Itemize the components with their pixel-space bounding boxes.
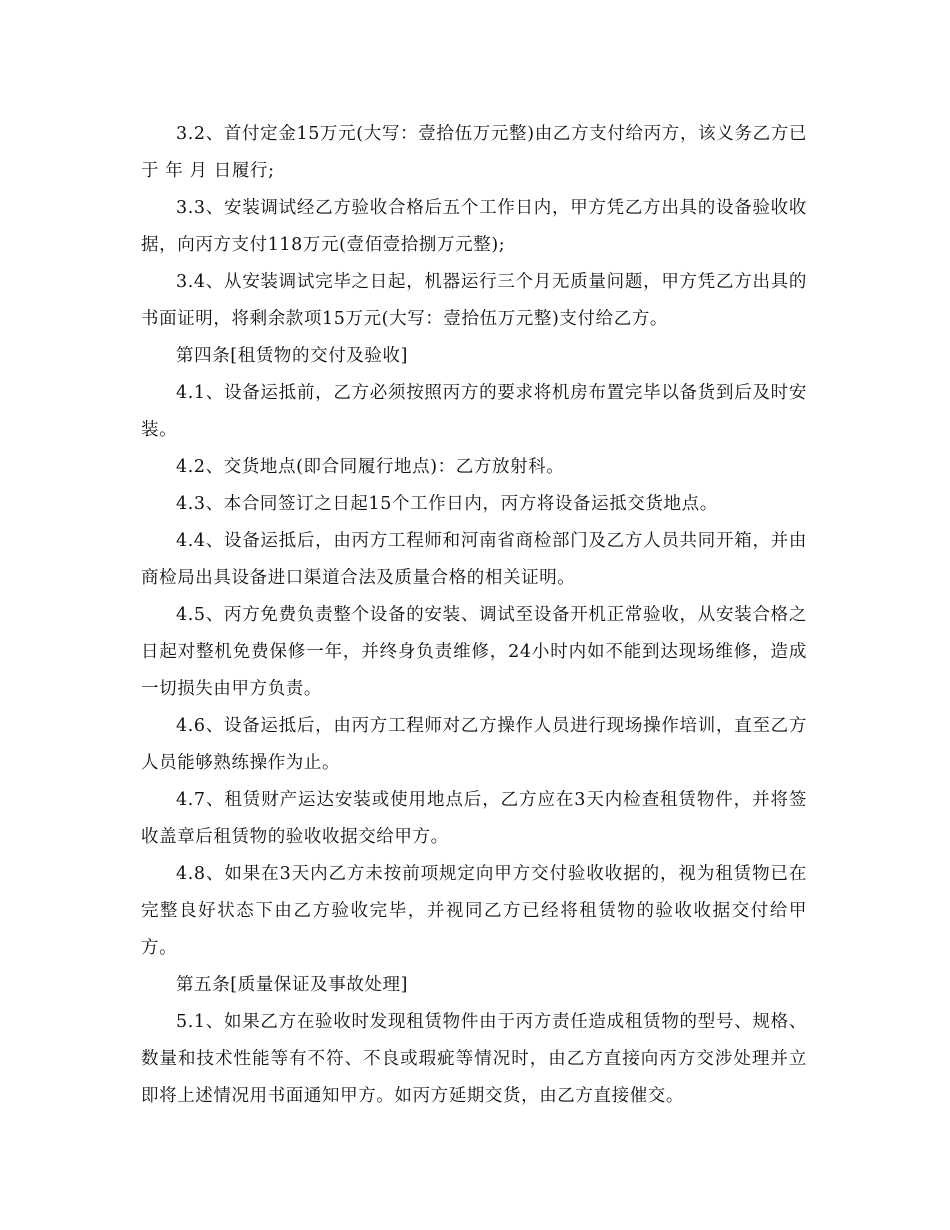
clause-3-2: 3.2、首付定金15万元(大写：壹拾伍万元整)由乙方支付给丙方，该义务乙方已于 年 月 日履行;	[141, 124, 807, 181]
article-5-heading: 第五条[质量保证及事故处理]	[176, 975, 409, 995]
clause-4-8: 4.8、如果在3天内乙方未按前项规定向甲方交付验收收据的，视为租赁物已在完整良好状态下由乙方验收完毕，并视同乙方已经将租赁物的验收收据交付给甲方。	[141, 864, 807, 958]
clause-4-5: 4.5、丙方免费负责整个设备的安装、调试至设备开机正常验收，从安装合格之日起对整机免费保修一年，并终身负责维修，24小时内如不能到达现场维修，造成一切损失由甲方负责。	[141, 605, 807, 699]
clause-5-1: 5.1、如果乙方在验收时发现租赁物件由于丙方责任造成租赁物的型号、规格、数量和技术性能等有不符、不良或瑕疵等情况时，由乙方直接向丙方交涉处理并立即将上述情况用书面通知甲方。如丙方延期交货，由乙方直接催交。	[141, 1012, 807, 1106]
clause-4-3: 4.3、本合同签订之日起15个工作日内，丙方将设备运抵交货地点。	[176, 494, 718, 514]
clause-4-2: 4.2、交货地点(即合同履行地点)：乙方放射科。	[176, 457, 565, 477]
document-body	[141, 116, 807, 1115]
clause-4-1: 4.1、设备运抵前，乙方必须按照丙方的要求将机房布置完毕以备货到后及时安装。	[141, 383, 807, 440]
clause-3-4: 3.4、从安装调试完毕之日起，机器运行三个月无质量问题，甲方凭乙方出具的书面证明，将剩余款项15万元(大写：壹拾伍万元整)支付给乙方。	[141, 272, 807, 329]
clause-4-6: 4.6、设备运抵后，由丙方工程师对乙方操作人员进行现场操作培训，直至乙方人员能够熟练操作为止。	[141, 716, 807, 773]
clause-3-3: 3.3、安装调试经乙方验收合格后五个工作日内，甲方凭乙方出具的设备验收收据，向丙方支付118万元(壹佰壹拾捌万元整);	[141, 198, 807, 255]
clause-4-7: 4.7、租赁财产运达安装或使用地点后，乙方应在3天内检查租赁物件，并将签收盖章后租赁物的验收收据交给甲方。	[141, 790, 807, 847]
clause-4-4: 4.4、设备运抵后，由丙方工程师和河南省商检部门及乙方人员共同开箱，并由商检局出具设备进口渠道合法及质量合格的相关证明。	[141, 531, 807, 588]
article-4-heading: 第四条[租赁物的交付及验收]	[176, 346, 409, 366]
